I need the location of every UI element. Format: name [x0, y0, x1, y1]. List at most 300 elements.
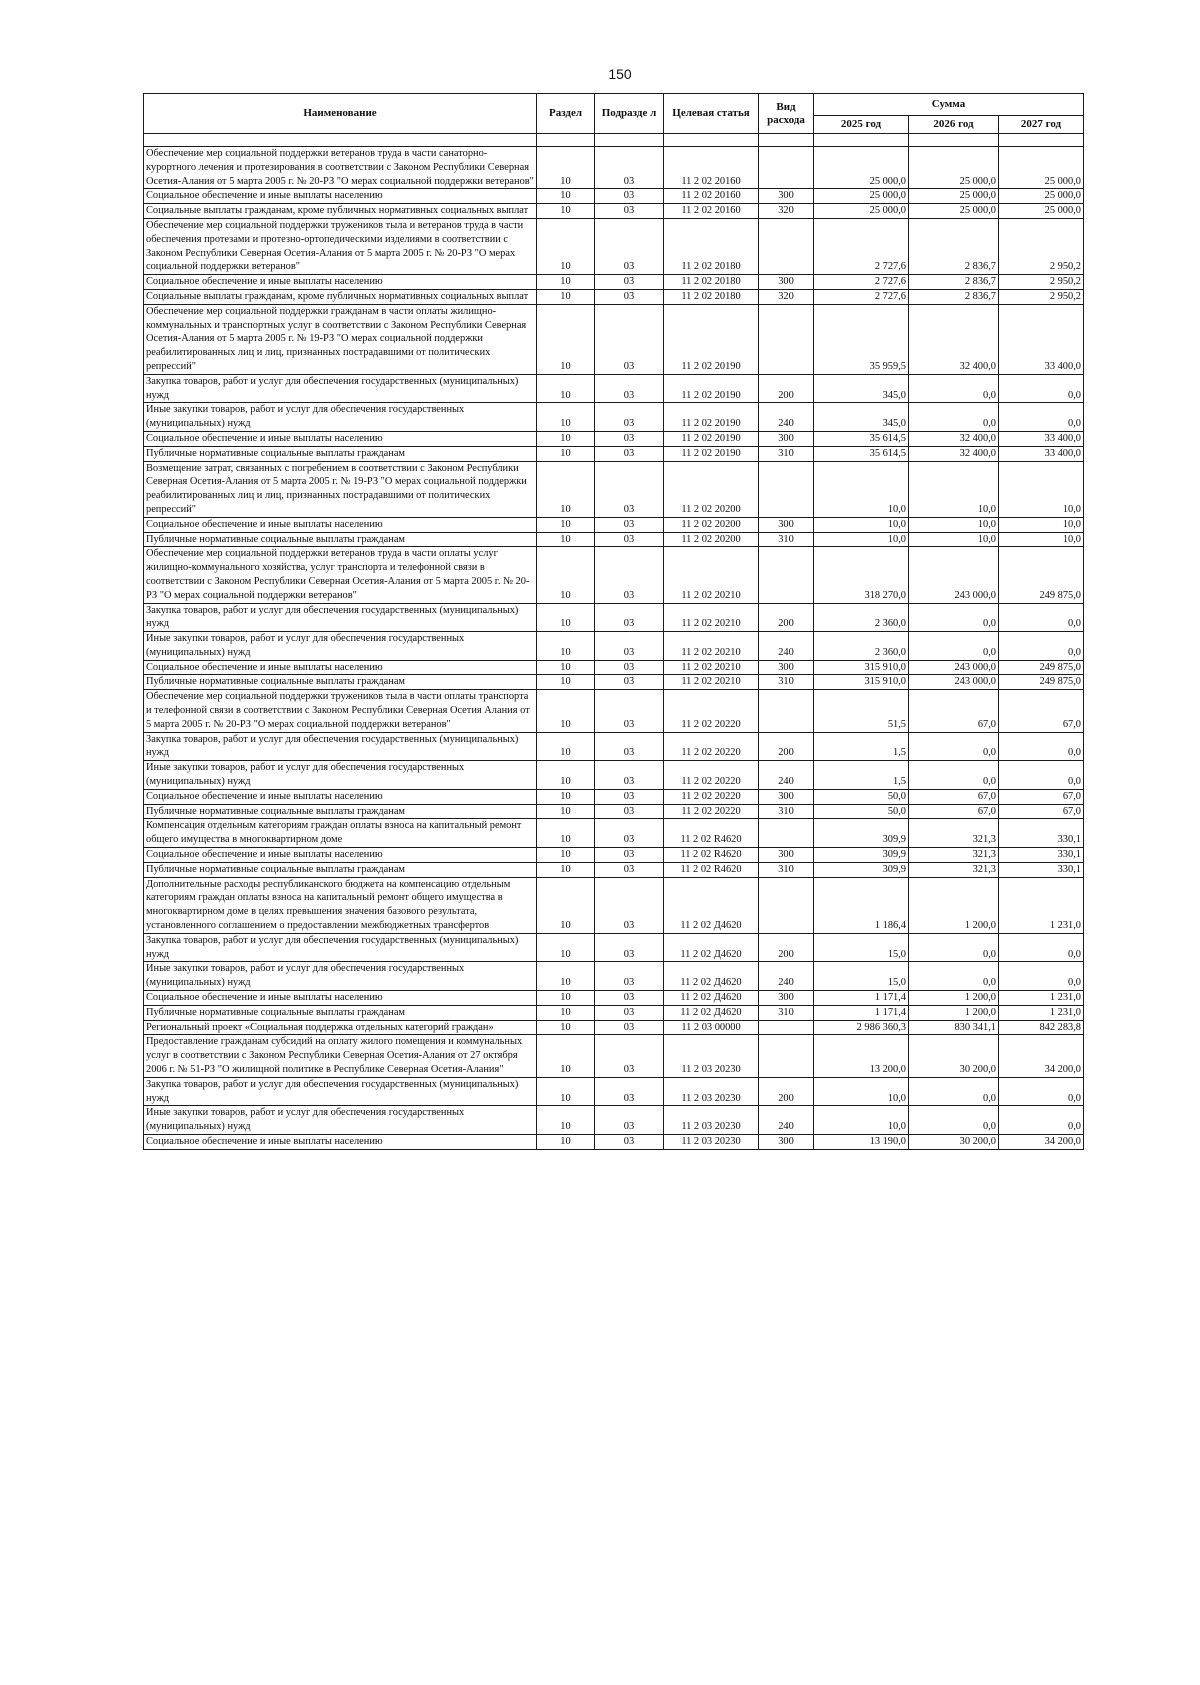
table-row	[144, 1106, 1084, 1135]
row-name-cell: Социальное обеспечение и иные выплаты населению	[144, 189, 537, 204]
row-subsection-cell: 03	[595, 189, 664, 204]
row-name-cell: Социальное обеспечение и иные выплаты населению	[144, 848, 537, 863]
row-target-cell: 11 2 02 20210	[664, 675, 759, 690]
row-2027-cell: 33 400,0	[999, 431, 1084, 446]
row-2026-cell: 0,0	[909, 1106, 999, 1135]
row-2026-cell: 30 200,0	[909, 1134, 999, 1149]
table-row	[144, 877, 1084, 933]
row-section-cell: 10	[537, 1035, 595, 1077]
row-subsection-cell: 03	[595, 403, 664, 432]
table-body	[144, 147, 1084, 1150]
row-2025-cell: 35 614,5	[814, 431, 909, 446]
row-2025-cell: 25 000,0	[814, 189, 909, 204]
row-target-cell: 11 2 02 20200	[664, 517, 759, 532]
row-2025-cell: 309,9	[814, 862, 909, 877]
row-2025-cell: 2 360,0	[814, 603, 909, 632]
row-2025-cell: 1 171,4	[814, 991, 909, 1006]
row-kind-cell: 300	[759, 848, 814, 863]
row-2026-cell: 0,0	[909, 732, 999, 761]
row-name-cell: Обеспечение мер социальной поддержки ветеранов труда в части оплаты услуг жилищно-коммунального хозяйства, услуг транспорта и телефонной связи в соответствии с Законом Республики Северная Осетия-Алания от 5 марта 2005 г. № 20-РЗ "О мерах социальной поддержки ветеранов"	[144, 547, 537, 603]
row-2026-cell: 2 836,7	[909, 275, 999, 290]
row-2027-cell: 0,0	[999, 1106, 1084, 1135]
row-name-cell: Возмещение затрат, связанных с погребением в соответствии с Законом Республики Северная Осетия-Алания от 5 марта 2005 г. № 19-РЗ "О мерах социальной поддержки реабилитированных лиц и лиц, признанных пострадавшими от политических репрессий"	[144, 461, 537, 517]
row-2027-cell: 25 000,0	[999, 147, 1084, 189]
row-2025-cell: 2 986 360,3	[814, 1020, 909, 1035]
row-section-cell: 10	[537, 1020, 595, 1035]
row-section-cell: 10	[537, 933, 595, 962]
row-subsection-cell: 03	[595, 517, 664, 532]
row-2025-cell: 1 186,4	[814, 877, 909, 933]
row-subsection-cell: 03	[595, 461, 664, 517]
row-section-cell: 10	[537, 690, 595, 732]
row-subsection-cell: 03	[595, 289, 664, 304]
row-section-cell: 10	[537, 532, 595, 547]
row-kind-cell: 320	[759, 289, 814, 304]
row-kind-cell: 200	[759, 933, 814, 962]
table-row	[144, 603, 1084, 632]
row-2027-cell: 0,0	[999, 603, 1084, 632]
row-name-cell: Закупка товаров, работ и услуг для обеспечения государственных (муниципальных) нужд	[144, 1077, 537, 1106]
table-row	[144, 1077, 1084, 1106]
row-name-cell: Обеспечение мер социальной поддержки гражданам в части оплаты жилищно-коммунальных и транспортных услуг в соответствии с Законом Республики Северная Осетия-Алания от 5 марта 2005 г. № 19-РЗ "О мерах социальной поддержки реабилитированных лиц и лиц, признанных пострадавшими от политических репрессий"	[144, 304, 537, 374]
table-row	[144, 374, 1084, 403]
row-kind-cell: 240	[759, 632, 814, 661]
row-2025-cell: 15,0	[814, 962, 909, 991]
row-target-cell: 11 2 02 20220	[664, 690, 759, 732]
table-row	[144, 189, 1084, 204]
row-2026-cell: 0,0	[909, 761, 999, 790]
row-2027-cell: 67,0	[999, 789, 1084, 804]
row-section-cell: 10	[537, 675, 595, 690]
header-year-2027: 2027 год	[999, 116, 1084, 134]
row-2025-cell: 51,5	[814, 690, 909, 732]
row-kind-cell	[759, 304, 814, 374]
table-row	[144, 933, 1084, 962]
row-target-cell: 11 2 02 20210	[664, 603, 759, 632]
table-row	[144, 204, 1084, 219]
row-2026-cell: 10,0	[909, 532, 999, 547]
row-2026-cell: 0,0	[909, 632, 999, 661]
row-name-cell: Обеспечение мер социальной поддержки ветеранов труда в части санаторно-курортного лечения и протезирования в соответствии с Законом Республики Северная Осетия-Алания от 5 марта 2005 г. № 20-РЗ "О мерах социальной поддержки ветеранов"	[144, 147, 537, 189]
row-target-cell: 11 2 02 20180	[664, 275, 759, 290]
row-2027-cell: 330,1	[999, 862, 1084, 877]
row-target-cell: 11 2 03 20230	[664, 1077, 759, 1106]
row-2027-cell: 249 875,0	[999, 547, 1084, 603]
row-subsection-cell: 03	[595, 1077, 664, 1106]
row-2027-cell: 0,0	[999, 632, 1084, 661]
row-target-cell: 11 2 02 20160	[664, 189, 759, 204]
row-kind-cell: 300	[759, 189, 814, 204]
row-target-cell: 11 2 02 20160	[664, 204, 759, 219]
row-section-cell: 10	[537, 732, 595, 761]
row-target-cell: 11 2 02 20190	[664, 374, 759, 403]
row-name-cell: Публичные нормативные социальные выплаты гражданам	[144, 1005, 537, 1020]
row-kind-cell: 310	[759, 1005, 814, 1020]
row-name-cell: Публичные нормативные социальные выплаты гражданам	[144, 446, 537, 461]
row-2026-cell: 1 200,0	[909, 991, 999, 1006]
row-name-cell: Обеспечение мер социальной поддержки тружеников тыла в части оплаты транспорта и телефонной связи в соответствии с Законом Республики Северная Осетия Алания от 5 марта 2005 г. № 20-РЗ "О мерах социальной поддержки ветеранов"	[144, 690, 537, 732]
row-kind-cell	[759, 1020, 814, 1035]
row-section-cell: 10	[537, 218, 595, 274]
row-subsection-cell: 03	[595, 675, 664, 690]
row-kind-cell: 300	[759, 991, 814, 1006]
row-target-cell: 11 2 02 20190	[664, 304, 759, 374]
table-row	[144, 761, 1084, 790]
row-2026-cell: 25 000,0	[909, 147, 999, 189]
row-2027-cell: 10,0	[999, 517, 1084, 532]
row-2027-cell: 10,0	[999, 461, 1084, 517]
row-2027-cell: 10,0	[999, 532, 1084, 547]
row-kind-cell: 200	[759, 1077, 814, 1106]
row-2025-cell: 309,9	[814, 819, 909, 848]
row-section-cell: 10	[537, 962, 595, 991]
row-2025-cell: 25 000,0	[814, 147, 909, 189]
table-row	[144, 732, 1084, 761]
row-2026-cell: 243 000,0	[909, 660, 999, 675]
row-2026-cell: 321,3	[909, 862, 999, 877]
row-target-cell: 11 2 03 20230	[664, 1106, 759, 1135]
row-kind-cell: 200	[759, 374, 814, 403]
row-target-cell: 11 2 02 20200	[664, 532, 759, 547]
row-subsection-cell: 03	[595, 933, 664, 962]
row-2027-cell: 67,0	[999, 690, 1084, 732]
row-section-cell: 10	[537, 804, 595, 819]
row-kind-cell	[759, 461, 814, 517]
row-section-cell: 10	[537, 304, 595, 374]
row-2027-cell: 2 950,2	[999, 289, 1084, 304]
table-row	[144, 289, 1084, 304]
row-2026-cell: 25 000,0	[909, 189, 999, 204]
row-2027-cell: 1 231,0	[999, 991, 1084, 1006]
row-section-cell: 10	[537, 403, 595, 432]
row-2025-cell: 318 270,0	[814, 547, 909, 603]
row-subsection-cell: 03	[595, 761, 664, 790]
row-name-cell: Закупка товаров, работ и услуг для обеспечения государственных (муниципальных) нужд	[144, 374, 537, 403]
row-name-cell: Социальные выплаты гражданам, кроме публичных нормативных социальных выплат	[144, 289, 537, 304]
row-kind-cell: 200	[759, 732, 814, 761]
table-row	[144, 461, 1084, 517]
row-section-cell: 10	[537, 204, 595, 219]
header-name: Наименование	[144, 94, 537, 134]
row-2026-cell: 830 341,1	[909, 1020, 999, 1035]
row-subsection-cell: 03	[595, 862, 664, 877]
row-kind-cell: 310	[759, 675, 814, 690]
row-target-cell: 11 2 02 20180	[664, 289, 759, 304]
row-subsection-cell: 03	[595, 532, 664, 547]
row-subsection-cell: 03	[595, 690, 664, 732]
row-target-cell: 11 2 03 00000	[664, 1020, 759, 1035]
table-row	[144, 547, 1084, 603]
table-row	[144, 632, 1084, 661]
row-kind-cell: 310	[759, 862, 814, 877]
row-2025-cell: 10,0	[814, 517, 909, 532]
row-2027-cell: 33 400,0	[999, 304, 1084, 374]
row-2025-cell: 25 000,0	[814, 204, 909, 219]
row-2027-cell: 0,0	[999, 1077, 1084, 1106]
row-kind-cell	[759, 690, 814, 732]
row-target-cell: 11 2 02 Д4620	[664, 877, 759, 933]
row-subsection-cell: 03	[595, 1005, 664, 1020]
table-row	[144, 1005, 1084, 1020]
row-target-cell: 11 2 02 Д4620	[664, 962, 759, 991]
budget-table	[143, 93, 1084, 1150]
row-2025-cell: 10,0	[814, 461, 909, 517]
table-row	[144, 804, 1084, 819]
row-2027-cell: 25 000,0	[999, 189, 1084, 204]
row-subsection-cell: 03	[595, 218, 664, 274]
row-kind-cell	[759, 547, 814, 603]
row-section-cell: 10	[537, 761, 595, 790]
row-2025-cell: 2 727,6	[814, 218, 909, 274]
row-kind-cell: 200	[759, 603, 814, 632]
row-2025-cell: 15,0	[814, 933, 909, 962]
row-subsection-cell: 03	[595, 204, 664, 219]
row-2026-cell: 0,0	[909, 933, 999, 962]
row-name-cell: Иные закупки товаров, работ и услуг для обеспечения государственных (муниципальных) нужд	[144, 632, 537, 661]
row-2025-cell: 35 614,5	[814, 446, 909, 461]
row-target-cell: 11 2 03 20230	[664, 1134, 759, 1149]
row-2026-cell: 243 000,0	[909, 675, 999, 690]
row-2025-cell: 35 959,5	[814, 304, 909, 374]
row-kind-cell: 310	[759, 532, 814, 547]
row-2025-cell: 2 727,6	[814, 275, 909, 290]
row-2027-cell: 0,0	[999, 761, 1084, 790]
row-subsection-cell: 03	[595, 275, 664, 290]
row-target-cell: 11 2 02 20200	[664, 461, 759, 517]
row-section-cell: 10	[537, 1077, 595, 1106]
row-kind-cell: 300	[759, 1134, 814, 1149]
row-target-cell: 11 2 02 Д4620	[664, 991, 759, 1006]
row-section-cell: 10	[537, 632, 595, 661]
page-number: 150	[608, 66, 632, 82]
table-row	[144, 991, 1084, 1006]
row-2025-cell: 315 910,0	[814, 675, 909, 690]
row-kind-cell: 310	[759, 446, 814, 461]
header-subsection: Подразде л	[595, 94, 664, 134]
row-section-cell: 10	[537, 289, 595, 304]
row-2026-cell: 67,0	[909, 804, 999, 819]
row-name-cell: Публичные нормативные социальные выплаты гражданам	[144, 532, 537, 547]
row-2025-cell: 10,0	[814, 532, 909, 547]
row-kind-cell	[759, 819, 814, 848]
table-row	[144, 147, 1084, 189]
row-2025-cell: 50,0	[814, 804, 909, 819]
row-target-cell: 11 2 02 20220	[664, 761, 759, 790]
row-subsection-cell: 03	[595, 804, 664, 819]
row-name-cell: Социальное обеспечение и иные выплаты населению	[144, 517, 537, 532]
row-subsection-cell: 03	[595, 603, 664, 632]
row-name-cell: Предоставление гражданам субсидий на оплату жилого помещения и коммунальных услуг в соответствии с Законом Республики Северная Осетия-Алания от 27 октября 2006 г. № 51-РЗ "О жилищной политике в Республике Северная Осетия-Алания"	[144, 1035, 537, 1077]
row-name-cell: Публичные нормативные социальные выплаты гражданам	[144, 804, 537, 819]
row-subsection-cell: 03	[595, 819, 664, 848]
row-target-cell: 11 2 02 Д4620	[664, 933, 759, 962]
row-2026-cell: 1 200,0	[909, 877, 999, 933]
row-2025-cell: 345,0	[814, 374, 909, 403]
row-2025-cell: 10,0	[814, 1106, 909, 1135]
row-subsection-cell: 03	[595, 1035, 664, 1077]
row-section-cell: 10	[537, 1005, 595, 1020]
row-subsection-cell: 03	[595, 732, 664, 761]
row-name-cell: Иные закупки товаров, работ и услуг для обеспечения государственных (муниципальных) нужд	[144, 403, 537, 432]
row-subsection-cell: 03	[595, 304, 664, 374]
table-row	[144, 962, 1084, 991]
row-2025-cell: 10,0	[814, 1077, 909, 1106]
row-target-cell: 11 2 03 20230	[664, 1035, 759, 1077]
row-2026-cell: 25 000,0	[909, 204, 999, 219]
row-kind-cell: 300	[759, 517, 814, 532]
table-row	[144, 218, 1084, 274]
row-2027-cell: 0,0	[999, 933, 1084, 962]
row-name-cell: Социальное обеспечение и иные выплаты населению	[144, 275, 537, 290]
row-section-cell: 10	[537, 789, 595, 804]
row-kind-cell: 320	[759, 204, 814, 219]
row-2026-cell: 2 836,7	[909, 289, 999, 304]
row-target-cell: 11 2 02 20220	[664, 804, 759, 819]
row-name-cell: Социальное обеспечение и иные выплаты населению	[144, 660, 537, 675]
row-2025-cell: 2 727,6	[814, 289, 909, 304]
row-2026-cell: 32 400,0	[909, 431, 999, 446]
row-section-cell: 10	[537, 461, 595, 517]
row-2027-cell: 34 200,0	[999, 1134, 1084, 1149]
row-kind-cell: 240	[759, 403, 814, 432]
row-kind-cell: 240	[759, 962, 814, 991]
row-2027-cell: 34 200,0	[999, 1035, 1084, 1077]
header-sum: Сумма	[814, 94, 1084, 116]
row-2027-cell: 249 875,0	[999, 660, 1084, 675]
row-name-cell: Закупка товаров, работ и услуг для обеспечения государственных (муниципальных) нужд	[144, 603, 537, 632]
row-subsection-cell: 03	[595, 660, 664, 675]
row-target-cell: 11 2 02 20220	[664, 789, 759, 804]
row-kind-cell	[759, 147, 814, 189]
row-2026-cell: 32 400,0	[909, 304, 999, 374]
row-target-cell: 11 2 02 20190	[664, 446, 759, 461]
row-target-cell: 11 2 02 20220	[664, 732, 759, 761]
row-kind-cell	[759, 218, 814, 274]
row-2025-cell: 309,9	[814, 848, 909, 863]
row-subsection-cell: 03	[595, 147, 664, 189]
row-section-cell: 10	[537, 1106, 595, 1135]
row-section-cell: 10	[537, 147, 595, 189]
row-subsection-cell: 03	[595, 1020, 664, 1035]
row-2026-cell: 0,0	[909, 603, 999, 632]
row-subsection-cell: 03	[595, 446, 664, 461]
row-2026-cell: 1 200,0	[909, 1005, 999, 1020]
row-2026-cell: 243 000,0	[909, 547, 999, 603]
row-target-cell: 11 2 02 20210	[664, 547, 759, 603]
row-subsection-cell: 03	[595, 789, 664, 804]
table-row	[144, 517, 1084, 532]
row-subsection-cell: 03	[595, 962, 664, 991]
row-section-cell: 10	[537, 991, 595, 1006]
row-2026-cell: 321,3	[909, 848, 999, 863]
row-name-cell: Обеспечение мер социальной поддержки тружеников тыла и ветеранов труда в части обеспечения протезами и протезно-ортопедическими изделиями в соответствии с Законом Республики Северная Осетия-Алания от 5 марта 2005 г. № 20-РЗ "О мерах социальной поддержки ветеранов"	[144, 218, 537, 274]
row-2026-cell: 67,0	[909, 789, 999, 804]
row-2026-cell: 32 400,0	[909, 446, 999, 461]
row-section-cell: 10	[537, 877, 595, 933]
row-target-cell: 11 2 02 R4620	[664, 862, 759, 877]
row-2027-cell: 330,1	[999, 848, 1084, 863]
row-name-cell: Компенсация отдельным категориям граждан оплаты взноса на капитальный ремонт общего имущества в многоквартирном доме	[144, 819, 537, 848]
row-subsection-cell: 03	[595, 431, 664, 446]
row-kind-cell: 310	[759, 804, 814, 819]
row-2027-cell: 2 950,2	[999, 275, 1084, 290]
row-name-cell: Социальное обеспечение и иные выплаты населению	[144, 431, 537, 446]
row-2027-cell: 1 231,0	[999, 877, 1084, 933]
table-row	[144, 848, 1084, 863]
table-row	[144, 446, 1084, 461]
table-row	[144, 789, 1084, 804]
row-subsection-cell: 03	[595, 547, 664, 603]
table-row	[144, 403, 1084, 432]
row-2027-cell: 0,0	[999, 374, 1084, 403]
row-2027-cell: 249 875,0	[999, 675, 1084, 690]
row-section-cell: 10	[537, 446, 595, 461]
row-2025-cell: 13 200,0	[814, 1035, 909, 1077]
row-2027-cell: 25 000,0	[999, 204, 1084, 219]
row-subsection-cell: 03	[595, 848, 664, 863]
row-2025-cell: 345,0	[814, 403, 909, 432]
header-kind: Вид расхода	[759, 94, 814, 134]
row-section-cell: 10	[537, 603, 595, 632]
row-2027-cell: 0,0	[999, 962, 1084, 991]
row-2025-cell: 1,5	[814, 761, 909, 790]
row-2026-cell: 67,0	[909, 690, 999, 732]
row-target-cell: 11 2 02 R4620	[664, 848, 759, 863]
table-row	[144, 275, 1084, 290]
row-2026-cell: 321,3	[909, 819, 999, 848]
row-subsection-cell: 03	[595, 1134, 664, 1149]
row-2025-cell: 50,0	[814, 789, 909, 804]
row-section-cell: 10	[537, 517, 595, 532]
table-row	[144, 690, 1084, 732]
row-kind-cell	[759, 1035, 814, 1077]
row-target-cell: 11 2 02 R4620	[664, 819, 759, 848]
row-2027-cell: 33 400,0	[999, 446, 1084, 461]
row-name-cell: Публичные нормативные социальные выплаты гражданам	[144, 862, 537, 877]
row-section-cell: 10	[537, 189, 595, 204]
header-spacer-row	[144, 134, 1084, 147]
row-2026-cell: 0,0	[909, 403, 999, 432]
table-row	[144, 1020, 1084, 1035]
row-subsection-cell: 03	[595, 1106, 664, 1135]
row-section-cell: 10	[537, 374, 595, 403]
row-2025-cell: 1,5	[814, 732, 909, 761]
row-name-cell: Иные закупки товаров, работ и услуг для обеспечения государственных (муниципальных) нужд	[144, 1106, 537, 1135]
row-name-cell: Социальное обеспечение и иные выплаты населению	[144, 789, 537, 804]
row-2027-cell: 67,0	[999, 804, 1084, 819]
row-2027-cell: 330,1	[999, 819, 1084, 848]
header-year-2025: 2025 год	[814, 116, 909, 134]
row-target-cell: 11 2 02 20160	[664, 147, 759, 189]
row-2025-cell: 2 360,0	[814, 632, 909, 661]
row-kind-cell: 240	[759, 1106, 814, 1135]
row-name-cell: Социальное обеспечение и иные выплаты населению	[144, 1134, 537, 1149]
row-section-cell: 10	[537, 1134, 595, 1149]
row-kind-cell	[759, 877, 814, 933]
row-subsection-cell: 03	[595, 374, 664, 403]
header-section: Раздел	[537, 94, 595, 134]
row-name-cell: Дополнительные расходы республиканского бюджета на компенсацию отдельным категориям граждан оплаты взноса на капитальный ремонт общего имущества в многоквартирном доме в целях превышения значения базового результата, установленного соглашением о предоставлении межбюджетных трансфертов	[144, 877, 537, 933]
row-subsection-cell: 03	[595, 877, 664, 933]
row-section-cell: 10	[537, 275, 595, 290]
row-name-cell: Публичные нормативные социальные выплаты гражданам	[144, 675, 537, 690]
table-row	[144, 675, 1084, 690]
row-name-cell: Социальные выплаты гражданам, кроме публичных нормативных социальных выплат	[144, 204, 537, 219]
row-2025-cell: 315 910,0	[814, 660, 909, 675]
row-kind-cell: 240	[759, 761, 814, 790]
row-kind-cell: 300	[759, 660, 814, 675]
row-section-cell: 10	[537, 819, 595, 848]
